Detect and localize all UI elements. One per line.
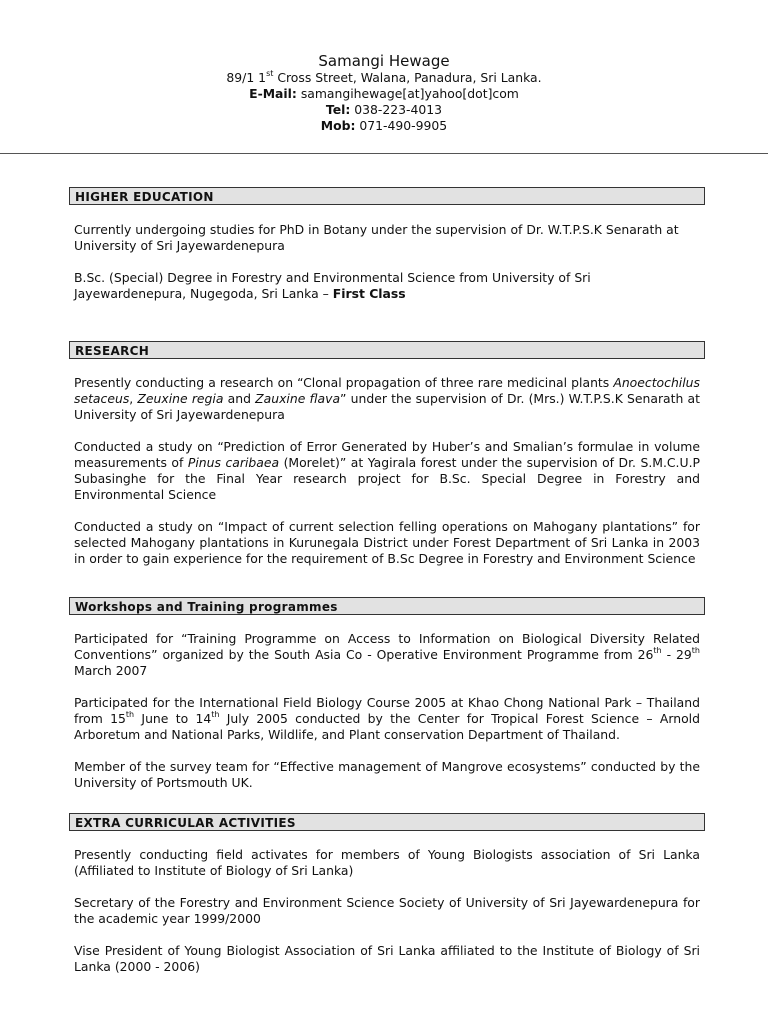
extra-item-2: Secretary of the Forestry and Environment Science Society of University of Sri Jayewardenepura for the academic year 1999/2000: [74, 895, 700, 926]
research-text: and: [223, 391, 256, 406]
email-line: [0, 86, 768, 102]
education-phd: Currently undergoing studies for PhD in Botany under the supervision of Dr. W.T.P.S.K Senarath at University of Sri Jayewardenepura: [74, 222, 679, 253]
workshop-text: Participated for “Training Programme on Access to Information on Biological Diversity Related Conventions” organized by the South Asia Co - Operative Environment Programme from 26: [74, 631, 700, 662]
address-line: [0, 70, 768, 86]
workshop-text: - 29: [661, 647, 692, 662]
research-item-1: [74, 375, 700, 423]
tel-value: 038-223-4013: [350, 102, 443, 117]
section-heading-research: RESEARCH: [69, 341, 705, 359]
ordinal-sup: th: [125, 710, 135, 719]
tel-line: [0, 102, 768, 118]
species-name: Pinus caribaea: [187, 455, 280, 470]
workshop-item-1: [74, 631, 700, 679]
email-label: E-Mail:: [249, 86, 297, 101]
extra-item-3: Vise President of Young Biologist Association of Sri Lanka affiliated to the Institute of Biology of Sri Lanka (2000 - 2006): [74, 943, 700, 974]
education-bsc: [74, 270, 700, 302]
education-bsc-class: First Class: [332, 286, 406, 301]
research-text: ,: [129, 391, 138, 406]
education-bsc-text: B.Sc. (Special) Degree in Forestry and Environmental Science from University of Sri Jayewardenepura, Nugegoda, Sri Lanka –: [74, 270, 591, 301]
research-text: Presently conducting a research on “Clonal propagation of three rare medicinal plants: [74, 375, 614, 390]
resume-body: [69, 187, 705, 975]
research-item-2: [74, 439, 700, 503]
ordinal-sup: th: [691, 646, 700, 655]
species-name: Zeuxine regia: [137, 391, 224, 406]
applicant-name: Samangi Hewage: [318, 52, 450, 70]
workshop-item-3: Member of the survey team for “Effective management of Mangrove ecosystems” conducted by the University of Portsmouth UK.: [74, 759, 700, 790]
research-text: Conducted a study on “Prediction of Error Generated by Huber’s and Smalian’s formulae in volume measurements of: [74, 439, 700, 470]
workshop-text: June to 14: [134, 711, 212, 726]
ordinal-sup: th: [211, 710, 220, 719]
workshop-text: March 2007: [74, 663, 148, 678]
address-part: 89/1 1: [226, 70, 267, 85]
workshop-text: July 2005 conducted by the Center for Tropical Forest Science – Arnold Arboretum and National Parks, Wildlife, and Plant conservation Department of Thailand.: [74, 711, 700, 742]
email-value: samangihewage[at]yahoo[dot]com: [296, 86, 519, 101]
research-item-3: Conducted a study on “Impact of current selection felling operations on Mahogany plantations” for selected Mahogany plantations in Kurunegala District under Forest Department of Sri Lanka in 2003 in order to gain experience for the requirement of B.Sc Degree in Forestry and Environment Science: [74, 519, 700, 566]
extra-item-1: Presently conducting field activates for members of Young Biologists association of Sri Lanka (Affiliated to Institute of Biology of Sri Lanka): [74, 847, 700, 878]
address-sup: st: [266, 69, 274, 78]
section-heading-workshops: Workshops and Training programmes: [69, 597, 705, 615]
resume-header: [0, 0, 768, 134]
section-heading-extra: EXTRA CURRICULAR ACTIVITIES: [69, 813, 705, 831]
workshop-text: Participated for the International Field Biology Course 2005 at Khao Chong National Park – Thailand from 15: [74, 695, 700, 726]
mob-line: [0, 118, 768, 134]
header-divider: [0, 153, 768, 154]
research-text: (Morelet)” at Yagirala forest under the supervision of Dr. S.M.C.U.P Subasinghe for the Final Year research project for B.Sc. Special Degree in Forestry and Environmental Science: [74, 455, 700, 502]
workshop-item-2: [74, 695, 700, 743]
species-name: Zauxine flava: [255, 391, 341, 406]
species-name: Anoectochilus setaceus: [74, 375, 700, 406]
address-part: Cross Street, Walana, Panadura, Sri Lanka.: [273, 70, 542, 85]
tel-label: Tel:: [325, 102, 351, 117]
research-text: ” under the supervision of Dr. (Mrs.) W.T.P.S.K Senarath at University of Sri Jayewardenepura: [74, 391, 700, 422]
section-heading-education: HIGHER EDUCATION: [69, 187, 705, 205]
mob-value: 071-490-9905: [355, 118, 448, 133]
mob-label: Mob:: [320, 118, 356, 133]
ordinal-sup: th: [653, 646, 662, 655]
